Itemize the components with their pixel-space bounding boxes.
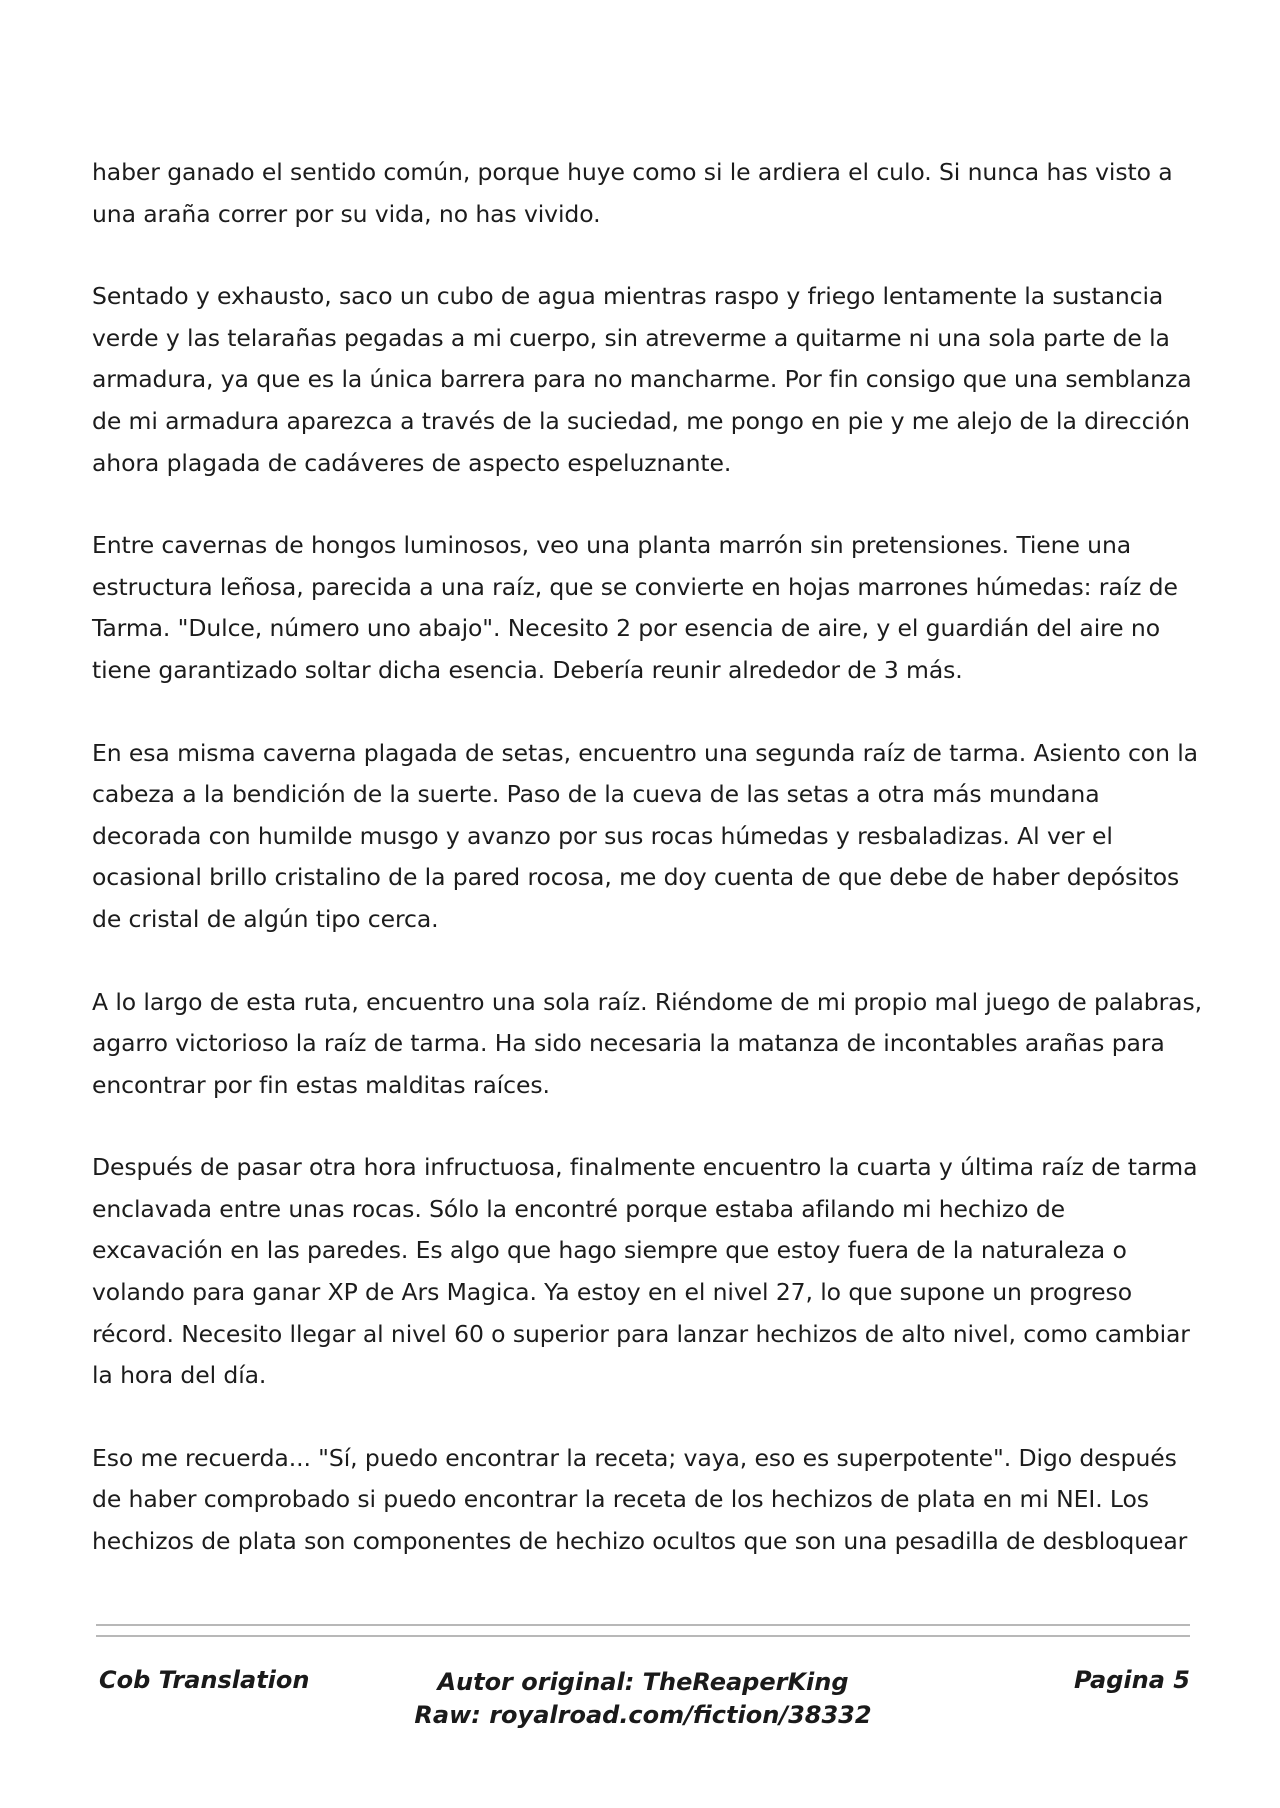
footer-divider [96,1624,1190,1637]
author-credit [96,1666,1190,1732]
paragraph: haber ganado el sentido común, porque huye como si le ardiera el culo. Si nunca has visto a una araña correr por su vida, no has vivido. [92,158,1173,228]
paragraph: En esa misma caverna plagada de setas, encuentro una segunda raíz de tarma. Asiento con la cabeza a la bendición de la suerte. Paso de la cueva de las setas a otra más mundana decorada con humilde musgo y avanzo por sus rocas húmedas y resbaladizas. Al ver el ocasional brillo cristalino de la pared rocosa, me doy cuenta de que debe de haber depósitos de cristal de algún tipo cerca. [92,738,1198,933]
divider-line [96,1624,1190,1626]
paragraph: Después de pasar otra hora infructuosa, finalmente encuentro la cuarta y última raíz de tarma enclavada entre unas rocas. Sólo la encontré porque estaba afilando mi hechizo de excavación en las paredes. Es algo que hago siempre que estoy fuera de la naturaleza o volando para ganar XP de Ars Magica. Ya estoy en el nivel 27, lo que supone un progreso récord. Necesito llegar al nivel 60 o superior para lanzar hechizos de alto nivel, como cambiar la hora del día. [92,1153,1198,1390]
divider-line [96,1635,1190,1637]
paragraph: Eso me recuerda... "Sí, puedo encontrar la receta; vaya, eso es superpotente". Digo después de haber comprobado si puedo encontrar la receta de los hechizos de plata en mi NEI. Los hechizos de plata son componentes de hechizo ocultos que son una pesadilla de desbloquear [92,1443,1188,1556]
original-author: Autor original: TheReaperKing [437,1668,849,1696]
paragraph: Sentado y exhausto, saco un cubo de agua mientras raspo y friego lentamente la sustancia verde y las telarañas pegadas a mi cuerpo, sin atreverme a quitarme ni una sola parte de la armadura, ya que es la única barrera para no mancharme. Por fin consigo que una semblanza de mi armadura aparezca a través de la suciedad, me pongo en pie y me alejo de la dirección ahora plagada de cadáveres de aspecto espeluznante. [92,282,1192,477]
page-body [92,152,1202,1563]
paragraph: Entre cavernas de hongos luminosos, veo una planta marrón sin pretensiones. Tiene una estructura leñosa, parecida a una raíz, que se convierte en hojas marrones húmedas: raíz de Tarma. "Dulce, número uno abajo". Necesito 2 por esencia de aire, y el guardián del aire no tiene garantizado soltar dicha esencia. Debería reunir alrededor de 3 más. [92,531,1178,684]
paragraph: A lo largo de esta ruta, encuentro una sola raíz. Riéndome de mi propio mal juego de palabras, agarro victorioso la raíz de tarma. Ha sido necesaria la matanza de incontables arañas para encontrar por fin estas malditas raíces. [92,987,1202,1099]
page-number: Pagina 5 [1074,1666,1190,1694]
raw-source: Raw: royalroad.com/fiction/38332 [414,1701,872,1729]
translator-credit: Cob Translation [99,1666,310,1694]
